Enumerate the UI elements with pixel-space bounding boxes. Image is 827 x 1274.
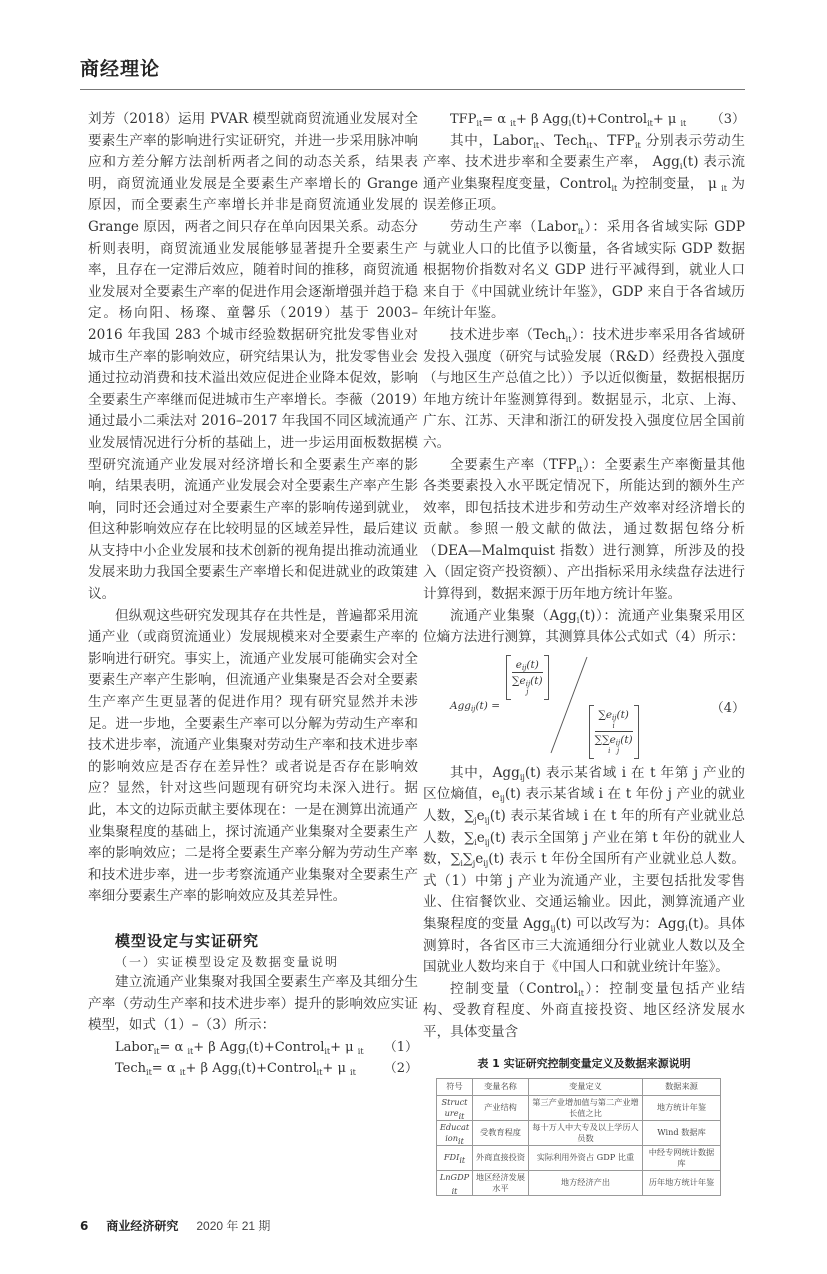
subscript: it — [565, 334, 572, 344]
text-run: Tech — [115, 1061, 147, 1077]
paragraph-control-variables — [423, 979, 745, 1044]
symbol: Structure — [441, 1096, 468, 1118]
symbol-cell — [437, 1120, 473, 1145]
journal-name: 商业经济研究 — [106, 1218, 179, 1233]
text-run: ）：控制变量包括产业结构、受教育程度、外商直接投资、地区经济发展水平，具体变量含 — [423, 980, 745, 1040]
subscript: i — [679, 162, 683, 172]
paragraph-location-quotient — [423, 763, 745, 979]
text-run: 、TFP — [592, 132, 635, 149]
table-header: 变量定义 — [529, 1078, 643, 1095]
subscript: ij — [550, 924, 556, 933]
text-run: (t) 可以改写为：Agg — [555, 916, 686, 932]
source-cell: 历年地方统计年鉴 — [643, 1170, 721, 1195]
text-run: Agg — [450, 699, 472, 712]
text-run: ）：全要素生产率衡量其他各类要素投入水平既定情况下，所能达到的额外生产效率，即包括技术进步和劳动生产效率对经济增长的贡献。参照一般文献的做法，通过数据包络分析（DEA—Malmquist 指数）进行测算，所涉及的投入（固定资产投资额）、产出指标采用永续盘存法进行计算得到，数据来源于历年地方统计年鉴。 — [423, 456, 745, 603]
text-run: (t) 表示某省域 i 在 t 年份 j 产业的就业人数，∑ — [423, 786, 746, 825]
text-run: (t)+Control — [248, 1039, 325, 1055]
name-cell: 产业结构 — [473, 1095, 529, 1120]
table-row — [437, 1095, 721, 1120]
text-run: + μ — [330, 1039, 358, 1055]
text-run: ∑e — [512, 674, 526, 687]
symbol: Education — [439, 1121, 470, 1143]
text-run: 为控制变量， μ — [617, 175, 722, 192]
text-run: 其中，Labor — [450, 132, 534, 149]
subscript: it — [187, 1046, 194, 1056]
fraction-1 — [512, 658, 543, 697]
symbol-cell — [437, 1145, 473, 1170]
fraction-2-num-index: i — [612, 721, 615, 730]
equation-4-number: （4） — [710, 700, 745, 716]
symbol-cell — [437, 1095, 473, 1120]
equation-4 — [423, 655, 745, 759]
subscript: ij — [483, 859, 489, 869]
text-run: ）：采用各省域实际 GDP 与就业人口的比值予以衡量，各省域实际 GDP 数据根据物价指数对名义 GDP 进行平减得到，就业人口来自于《中国就业统计年鉴》，GDP 来自于各省域历年统计年鉴。 — [423, 218, 745, 322]
definition-cell: 第三产业增加值与第二产业增长值之比 — [529, 1095, 643, 1120]
issue-label: 2020 年 21 期 — [196, 1218, 271, 1233]
table-header: 变量名称 — [473, 1078, 529, 1095]
text-run: e — [476, 808, 485, 825]
subscript: it — [577, 226, 584, 236]
source-cell: 中经专网统计数据库 — [643, 1145, 721, 1170]
text-run: ∑e — [598, 708, 613, 721]
paragraph-contribution — [88, 606, 418, 908]
text-run: (t) 表示某省域 i 在 t 年第 j 产业的区位熵值，e — [423, 764, 745, 803]
subscript: i — [460, 859, 463, 869]
equation-3 — [450, 109, 686, 131]
text-run: = α — [482, 112, 511, 127]
text-run: ）：技术进步率采用各省域研发投入强度（研究与试验发展（R&D）经费投入强度（与地区生产总值之比））予以近似衡量，数据根据历年地方统计年鉴测算得到。数据显示，北京、上海、广东、江苏、天津和浙江的研发投入强度位居全国前六。 — [423, 326, 745, 451]
text-run: TFP — [450, 112, 477, 127]
subscript: ij — [484, 837, 490, 847]
subscript: it — [324, 1046, 331, 1056]
subscript: i — [474, 837, 477, 847]
symbol-subscript: it — [458, 1136, 464, 1146]
text-run: 控制变量（Control — [450, 980, 579, 997]
subsection-heading: （一）实证模型设定及数据变量说明 — [115, 954, 340, 969]
equation-2-number: （2） — [383, 1061, 418, 1077]
section-heading: 模型设定与实证研究 — [115, 931, 260, 950]
source-cell: 地方统计年鉴 — [643, 1095, 721, 1120]
text-run: + μ — [652, 112, 681, 127]
text-run: (t) — [620, 733, 633, 746]
table-row — [437, 1145, 721, 1170]
symbol: FDI — [443, 1152, 460, 1163]
symbol: LnGDP — [439, 1171, 470, 1182]
text-run: 建立流通产业集聚对我国全要素生产率及其细分生产率（劳动生产率和技术进步率）提升的影响效应实证模型，如式（1）–（3）所示： — [88, 973, 418, 1034]
subscript: ij — [471, 704, 476, 713]
subscript: it — [576, 464, 583, 474]
text-run: 全要素生产率（TFP — [450, 456, 577, 473]
subscript: ij — [612, 713, 617, 722]
name-cell: 受教育程度 — [473, 1120, 529, 1145]
subscript: ij — [521, 663, 527, 672]
text-run: (t) — [530, 674, 543, 687]
fraction-2-den-index: i j — [608, 746, 620, 755]
text-run: (t) — [526, 658, 539, 671]
equation-1-row — [88, 1037, 418, 1059]
subscript: it — [634, 140, 641, 150]
fraction-2-numerator — [598, 708, 629, 722]
subscript: it — [146, 1068, 152, 1078]
text-run: (t)）：流通产业集聚采用区位熵方法进行测算，其测算具体公式如式（4）所示： — [423, 607, 745, 646]
equation-2 — [115, 1058, 356, 1080]
text-run: (t) 表示流通产业集聚程度变量，Control — [423, 154, 746, 192]
subscript: it — [476, 119, 483, 128]
page-number: 6 — [80, 1218, 89, 1233]
subscript: it — [153, 1046, 160, 1056]
text-run: Labor — [115, 1039, 154, 1055]
fraction-1-denominator — [512, 672, 543, 688]
text-run: ∑ — [462, 851, 473, 868]
equation-4-lhs — [450, 699, 500, 713]
name-cell: 地区经济发展水平 — [473, 1170, 529, 1195]
text-run: (t) 表示全国第 j 产业在第 t 年份的就业人数，∑ — [423, 829, 745, 868]
subscript: it — [680, 119, 687, 128]
subscript: ij — [525, 679, 531, 688]
equation-2-row — [88, 1058, 418, 1080]
left-column — [88, 109, 418, 1080]
paragraph-model-intro — [88, 972, 418, 1037]
text-run: + μ — [322, 1061, 351, 1077]
symbol-subscript: it — [459, 1156, 466, 1166]
definition-cell: 每十万人中大专及以上学历人员数 — [529, 1120, 643, 1145]
text-run: (t)+Control — [240, 1061, 317, 1077]
text-run: + β Agg — [515, 112, 569, 127]
text-run: (t) 表示 t 年份全国所有产业就业总人数。式（1）中第 j 产业为流通产业，主要包括批发零售业、住宿餐饮业、交通运输业。因此，测算流通产业集聚程度的变量 Agg — [423, 851, 745, 932]
equation-3-number: （3） — [710, 112, 745, 127]
text-run: (t)+Control — [571, 112, 648, 127]
subscript: i — [245, 1046, 249, 1056]
text-run: 分别表示劳动生产率、技术进步率和全要素生产率， Agg — [423, 132, 745, 171]
fraction-2 — [595, 708, 633, 756]
definition-cell: 实际利用外资占 GDP 比重 — [529, 1145, 643, 1170]
subscript: j — [472, 859, 476, 869]
subscript: it — [179, 1068, 186, 1078]
fraction-1-numerator — [516, 658, 539, 672]
source-cell: Wind 数据库 — [643, 1120, 721, 1145]
subscript: ij — [499, 794, 505, 804]
text-run: (t) — [616, 708, 629, 721]
equation-1 — [115, 1037, 364, 1059]
text-run: = α — [159, 1039, 188, 1055]
subscript: it — [647, 119, 653, 128]
text-run: 流通产业集聚（Agg — [450, 607, 577, 624]
table-row — [437, 1120, 721, 1145]
symbol-subscript: it — [458, 1111, 465, 1121]
subscript: ij — [484, 816, 490, 826]
subscript: ij — [519, 772, 525, 782]
text-run: ∑∑e — [594, 733, 616, 746]
paragraph-tech-progress — [423, 325, 745, 455]
symbol-subscript: it — [451, 1186, 458, 1196]
subscript: i — [238, 1068, 241, 1078]
subscript: it — [350, 1068, 356, 1078]
text-run: + β Agg — [193, 1039, 246, 1055]
table-caption: 表 1 实证研究控制变量定义及数据来源说明 — [477, 1056, 691, 1070]
control-variables-table — [436, 1078, 721, 1196]
subscript: it — [578, 988, 584, 998]
text-run: 其中，Agg — [450, 764, 520, 781]
subscript: i — [576, 615, 580, 625]
text-run: 技术进步率（Tech — [450, 326, 566, 343]
body-columns — [80, 109, 745, 1196]
subscript: i — [568, 119, 572, 128]
subscript: j — [474, 816, 477, 826]
section-header: 商经理论 — [80, 58, 161, 80]
name-cell: 外商直接投资 — [473, 1145, 529, 1170]
text-run: e — [475, 851, 484, 868]
table-header: 符号 — [437, 1078, 473, 1095]
symbol-cell — [437, 1170, 473, 1195]
paragraph-agglomeration — [423, 606, 745, 649]
text-run: 但纵观这些研究发现其存在共性是，普遍都采用流通产业（或商贸流通业）发展规模来对全要素生产率的影响进行研究。事实上，流通产业发展可能确实会对全要素生产率产生影响，但流通产业集聚是否会对全要素生产率产生更显著的促进作用？现有研究显然并未涉足。进一步地，全要素生产率可以分解为劳动生产率和技术进步率，流通产业集聚对劳动生产率和技术进步率的影响效应是否存在差异性？或者说是否存在影响效应？显然，针对这些问题现有研究均未深入进行。据此，本文的边际贡献主要体现在：一是在测算出流通产业集聚程度的基础上，探讨流通产业集聚对全要素生产率的影响效应；二是将全要素生产率分解为劳动生产率和技术进步率，进一步考察流通产业集聚对全要素生产率细分要素生产率的影响效应及其差异性。 — [88, 607, 418, 905]
fraction-2-denominator — [595, 731, 633, 747]
paragraph-literature-review — [88, 109, 418, 606]
text-run: 劳动生产率（Labor — [450, 218, 578, 235]
table-header: 数据来源 — [643, 1078, 721, 1095]
text-run: e — [476, 829, 485, 846]
definition-cell: 地方经济产出 — [529, 1170, 643, 1195]
subscript: it — [316, 1068, 323, 1078]
subscript: it — [611, 183, 618, 193]
paragraph-tfp — [423, 455, 745, 606]
text-run: (t)。具体测算时，各省区市三大流通细分行业就业人数以及全国就业人数均来自于《中国人口和就业统计年鉴》。 — [423, 916, 745, 976]
subscript: i — [685, 924, 688, 933]
bracket-group-1 — [506, 655, 549, 700]
subscript: it — [721, 183, 727, 193]
text-run: e — [515, 658, 522, 671]
table-row — [437, 1170, 721, 1195]
text-run: (t) = — [475, 699, 501, 712]
equation-3-row — [423, 109, 745, 131]
footer — [80, 1218, 745, 1234]
subscript: it — [533, 140, 540, 150]
fraction-1-index: j — [526, 687, 529, 696]
table-header-row — [437, 1078, 721, 1095]
paragraph-labor-productivity — [423, 217, 745, 325]
text-run: 刘芳（2018）运用 PVAR 模型就商贸流通业发展对全要素生产率的影响进行实证研究，并进一步采用脉冲响应和方差分解方法剖析两者之间的动态关系，结果表明，商贸流通业发展是全要素生产率增长的 Grange 原因，而全要素生产率增长并非是商贸流通业发展的 Grange 原因，两者之间只存在单向因果关系。动态分析则表明，商贸流通业发展能够显著提升全要素生产率，且存在一定滞后效应，随着时间的推移，商贸流通业发展对全要素生产率的促进作用会逐渐增强并趋于稳定。杨向阳、杨璨、童馨乐（2019）基于 2003–2016 年我国 283 个城市经验数据研究批发零售业对城市生产率的影响效应，研究结果认为，批发零售业会通过拉动消费和技术溢出效应促进企业降本促效，影响全要素生产率继而促进城市生产率增长。李薇（2019）通过最小二乘法对 2016–2017 年我国不同区域流通产业发展情况进行分析的基础上，进一步运用面板数据模型研究流通产业发展对经济增长和全要素生产率的影响，结果表明，流通产业发展会对全要素生产率产生影响，同时还会通过对全要素生产率的影响传递到就业，但这种影响效应存在比较明显的区域差异性，最后建议从支持中小企业发展和技术创新的视角提出推动流通业发展来助力我国全要素生产率增长和促进就业的政策建议。 — [88, 111, 418, 603]
text-run: 为误差修正项。 — [423, 175, 745, 214]
text-run: + β Agg — [185, 1061, 239, 1077]
subscript: ij — [615, 738, 621, 747]
right-column — [423, 109, 745, 1196]
paragraph-variable-definitions — [423, 131, 745, 217]
text-run: 、Tech — [539, 132, 587, 149]
text-run: = α — [151, 1061, 180, 1077]
subscript: it — [586, 140, 593, 150]
subscript: it — [357, 1046, 364, 1056]
bracket-group-2 — [589, 705, 639, 759]
equation-1-number: （1） — [383, 1039, 418, 1055]
division-slash — [549, 655, 589, 755]
text-run: (t) 表示某省域 i 在 t 年的所有产业就业总人数，∑ — [423, 808, 745, 846]
header-rule — [80, 89, 745, 90]
subscript: it — [510, 119, 516, 128]
